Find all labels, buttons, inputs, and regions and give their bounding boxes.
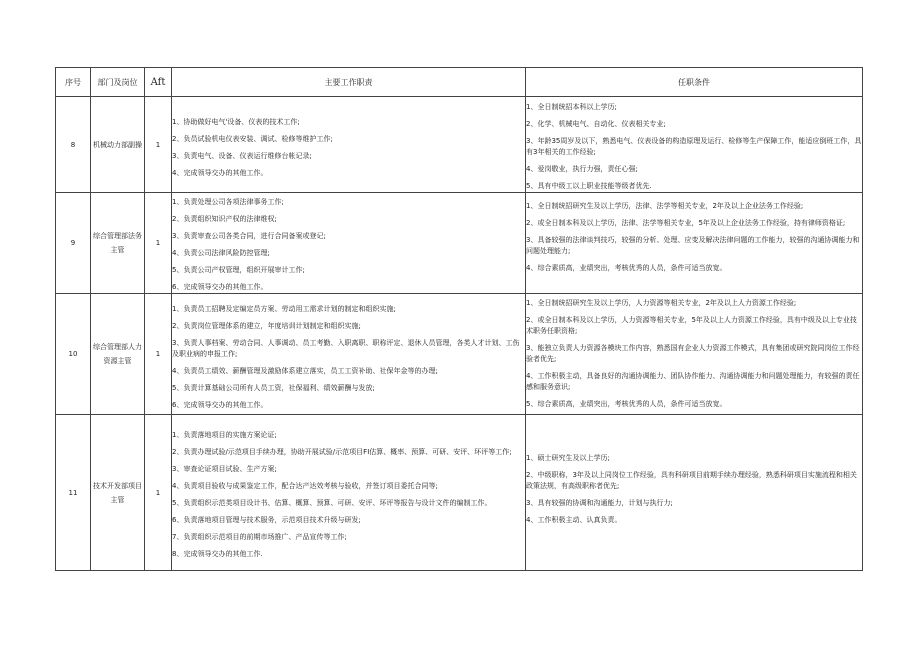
req-item: 4、综合素质高，业绩突出，考核优秀的人员，条件可适当放宽。	[526, 264, 727, 272]
duty-item: 2、负责办理试验/示范项目手续办理，协助开展试验/示范项目FI估算、概率、预算、可研、安评、环评等工作;	[172, 447, 512, 456]
duty-item: 4、完成领导交办的其他工作。	[172, 169, 268, 177]
req-item: 3、具有较强的协调和沟通能力，计划与执行力;	[526, 499, 673, 507]
duty-item: 2、负责组织知识产权的法律维权;	[172, 215, 277, 223]
duty-item: 6、完成领导交办的其他工作。	[172, 283, 268, 291]
duty-item: 6、完成领导交办的其他工作。	[172, 400, 268, 409]
row-requirements	[526, 415, 863, 571]
duty-item: 3、审查论证项目试验、生产方案;	[172, 464, 277, 473]
req-item: 1、全日制统招本科以上学历;	[526, 103, 617, 111]
req-item: 3、年龄35周岁及以下，熟悉电气、仪表设备的构造原理及运行、检修等生产保障工作，能适应倒班工作，具有3年相关的工作经验;	[526, 137, 862, 156]
duty-item: 3、负责人事档案、劳动合同、人事调动、员工考勤、入职离职、职称评定、退休人员管理，各类人才计划、工伤及职业病的申报工作;	[172, 338, 520, 358]
row-duties	[172, 97, 526, 193]
row-seq: 8	[56, 97, 91, 193]
duty-item: 5、负责组织示范类项目设计书、估算、概算、预算、可研、安评、环评等报告与设计文件的编制工作。	[172, 498, 492, 507]
req-item: 4、爱岗敬业，执行力强，责任心强;	[526, 165, 638, 173]
table-row	[56, 193, 863, 294]
duty-item: 4、负责员工绩效、薪酬管理及激励体系建立落实，员工工资补助、社保年金等的办理;	[172, 366, 438, 375]
req-item: 4、工作积极主动、认真负责。	[526, 516, 622, 524]
row-requirements	[526, 97, 863, 193]
req-item: 1、硕士研究生及以上学历;	[526, 454, 610, 462]
header-duties: 主要工作职责	[172, 68, 526, 97]
row-requirements	[526, 193, 863, 294]
row-duties	[172, 415, 526, 571]
req-item: 1、全日制统招研究生及以上学历，人力资源等相关专业，2年及以上人力资源工作经验;	[526, 299, 797, 307]
duty-item: 2、负责岗位管理体系的建立，年度培训计划制定和组织实施;	[172, 321, 361, 330]
duty-item: 3、负责电气、设备、仪表运行维修台帐记录;	[172, 152, 312, 160]
duty-item: 8、完成领导交办的其他工作.	[172, 549, 263, 558]
row-seq: 10	[56, 294, 91, 415]
row-duties	[172, 193, 526, 294]
duty-item: 4、负责公司法律风险防控管理;	[172, 249, 270, 257]
row-dept: 机械动力部副操	[91, 97, 145, 193]
duty-item: 1、协助做好电气'设备、仪表的技术工作;	[172, 118, 300, 126]
duty-item: 3、负责审查公司各类合同，进行合同备案或登记;	[172, 232, 326, 240]
req-item: 4、工作积极主动，具备良好的沟通协调能力、团队协作能力、沟通协调能力和问题处理能力，有较强的责任感和服务意识;	[526, 372, 860, 391]
req-item: 5、具有中级工以上职业技能等级者优先.	[526, 182, 652, 190]
row-count: 1	[145, 294, 172, 415]
duty-item: 4、负责项目验收与成果鉴定工作，配合达产达效考核与验收，并签订项目委托合同等;	[172, 481, 438, 490]
req-item: 5、综合素质高，业绩突出，考核优秀的人员，条件可适当放宽。	[526, 400, 727, 408]
table-header-row	[56, 68, 863, 97]
duty-item: 5、负责公司产权管理，组织开展审计工作;	[172, 266, 305, 274]
req-item: 1、全日制统招研究生及以上学历，法律、法学等相关专业，2年及以上企业法务工作经验;	[526, 202, 804, 210]
req-item: 2、或全日制本科及以上学历，人力资源等相关专业，5年及以上人力资源工作经验，具有中级及以上专业技术职务任职资格;	[526, 316, 857, 335]
table-row	[56, 294, 863, 415]
table-row	[56, 415, 863, 571]
row-duties	[172, 294, 526, 415]
row-dept: 技术开发部项目主管	[91, 415, 145, 571]
duty-item: 1、负责落地项目的实施方案论证;	[172, 430, 277, 439]
row-dept: 综合管理部法务主管	[91, 193, 145, 294]
req-item: 2、或全日制本科及以上学历，法律、法学等相关专业，5年及以上企业法务工作经验，持有律师资格证;	[526, 219, 846, 227]
duty-item: 7、负责组织示范项目的前期市场推广、产品宣传等工作;	[172, 532, 347, 541]
row-count: 1	[145, 97, 172, 193]
header-reqs: 任职条件	[526, 68, 863, 97]
row-count: 1	[145, 415, 172, 571]
duty-item: 1、负责员工招聘及定编定员方案、劳动用工需求计划的制定和组织实施;	[172, 304, 396, 313]
header-dept: 部门及岗位	[91, 68, 145, 97]
header-count: Aft	[145, 68, 172, 97]
row-requirements	[526, 294, 863, 415]
duty-item: 2、负员试验机电仪表安装、调试、检修等维护工作;	[172, 135, 333, 143]
row-seq: 11	[56, 415, 91, 571]
req-item: 3、具备较强的法律谈判技巧，较强的分析、处理、应变及解决法律问题的工作能力，较强的沟通协调能力和问题处理能力;	[526, 236, 860, 255]
header-seq: 序号	[56, 68, 91, 97]
duty-item: 1、负责处理公司各项法律事务工作;	[172, 198, 284, 206]
req-item: 2、中级职称，3年及以上同岗位工作经验，具有科研项目前期手续办理经验，熟悉科研项目实施流程和相关政策法规，有高级职称者优先;	[526, 471, 857, 490]
duty-item: 6、负责落地项目管理与技术服务，示范项目技术升级与研发;	[172, 515, 361, 524]
table-row	[56, 97, 863, 193]
row-count: 1	[145, 193, 172, 294]
row-dept: 综合管理部人力资源主管	[91, 294, 145, 415]
row-seq: 9	[56, 193, 91, 294]
duty-item: 5、负责计算基础公司所有人员工资，社保福利、绩效薪酬与发放;	[172, 383, 375, 392]
req-item: 3、能独立负责人力资源各模块工作内容，熟悉国有企业人力资源工作模式，具有集团或研究院同岗位工作经验者优先;	[526, 344, 860, 363]
job-requirements-table	[55, 67, 863, 571]
req-item: 2、化学、机械电气、自动化、仪表相关专业;	[526, 120, 666, 128]
